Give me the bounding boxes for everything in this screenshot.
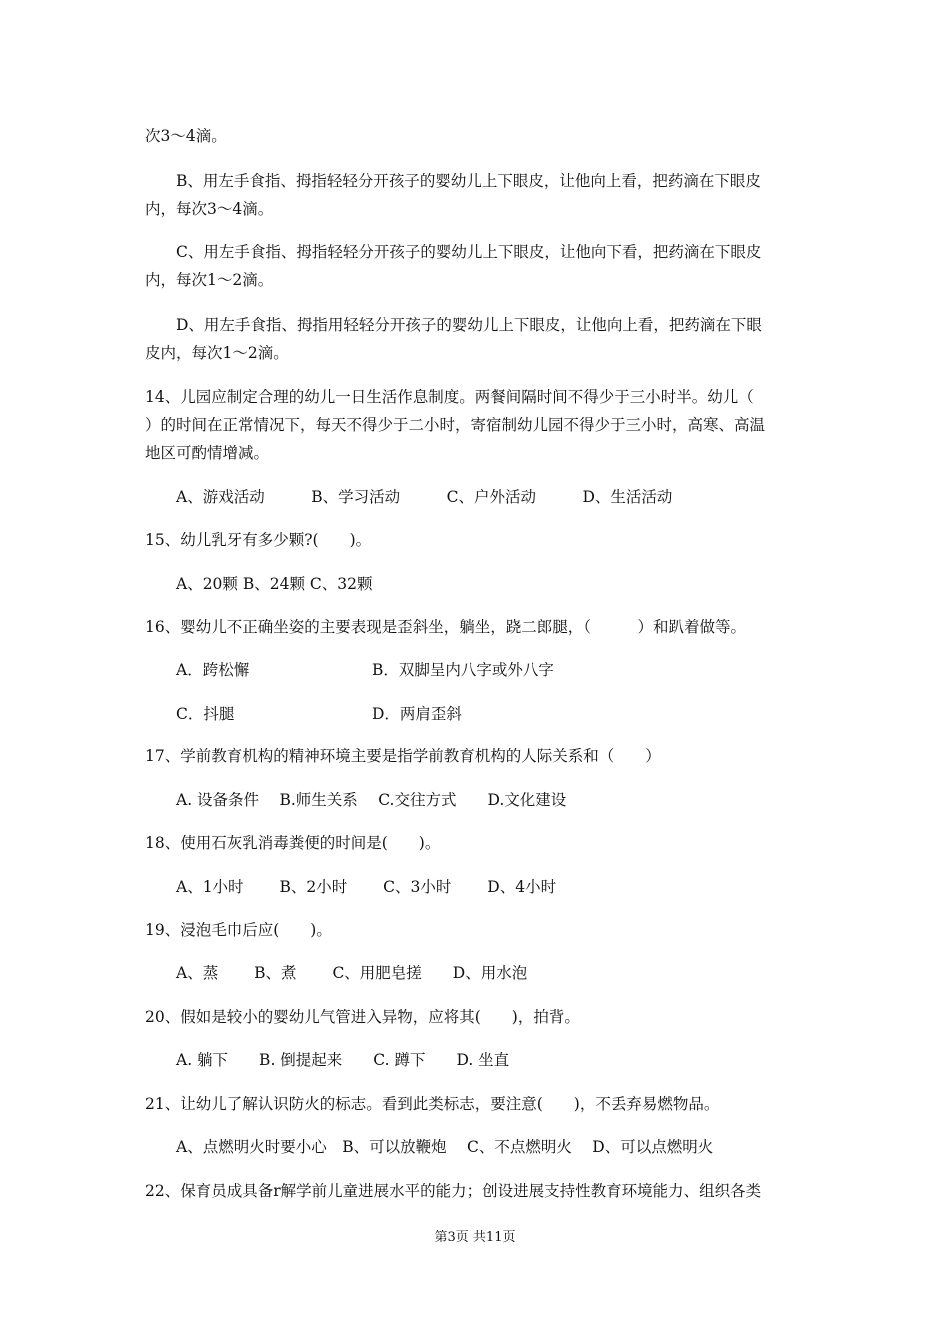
q18-text: 18、使用石灰乳消毒粪便的时间是( )。	[145, 834, 441, 852]
q16-option-c: C．抖腿	[176, 705, 235, 723]
q14-text-3: 地区可酌情增减。	[145, 444, 270, 462]
q13-option-b: B、用左手食指、拇指轻轻分开孩子的婴幼儿上下眼皮，让他向上看，把药滴在下眼皮	[176, 172, 761, 190]
q16-text: 16、婴幼儿不正确坐姿的主要表现是歪斜坐，躺坐，跷二郎腿，（ ）和趴着做等。	[145, 618, 746, 636]
q14-options: A、游戏活动 B、学习活动 C、户外活动 D、生活活动	[176, 488, 673, 506]
q19-text: 19、浸泡毛巾后应( )。	[145, 921, 332, 939]
q22-text: 22、保育员成具备r解学前儿童进展水平的能力；创设进展支持性教育环境能力、组织各类	[145, 1182, 762, 1200]
q16-option-b: B．双脚呈内八字或外八字	[372, 661, 554, 679]
q14-text-1: 14、儿园应制定合理的幼儿一日生活作息制度。两餐间隔时间不得少于三小时半。幼儿（	[145, 388, 754, 406]
q21-text: 21、让幼儿了解认识防火的标志。看到此类标志，要注意( )，不丢弃易燃物品。	[145, 1095, 720, 1113]
q16-option-d: D．两肩歪斜	[372, 705, 462, 723]
q15-options: A、20颗 B、24颗 C、32颗	[176, 575, 373, 593]
q14-text-2: ）的时间在正常情况下，每天不得少于二小时，寄宿制幼儿园不得少于三小时，高寒、高温	[145, 416, 766, 434]
q20-text: 20、假如是较小的婴幼儿气管进入异物，应将其( )，拍背。	[145, 1008, 580, 1026]
q13-option-b-cont: 内，每次3～4滴。	[145, 200, 274, 218]
q16-option-a: A．跨松懈	[176, 661, 250, 679]
q17-options: A. 设备条件 B.师生关系 C.交往方式 D.文化建设	[176, 791, 567, 809]
q13-option-d-cont: 皮内，每次1～2滴。	[145, 344, 289, 362]
page-footer: 第3页 共11页	[434, 1230, 516, 1245]
q13a-tail: 次3～4滴。	[145, 127, 227, 145]
q17-text: 17、学前教育机构的精神环境主要是指学前教育机构的人际关系和（ ）	[145, 747, 661, 765]
q13-option-c-cont: 内，每次1～2滴。	[145, 271, 274, 289]
q13-option-c: C、用左手食指、拇指轻轻分开孩子的婴幼儿上下眼皮，让他向下看，把药滴在下眼皮	[176, 243, 762, 261]
q20-options: A. 躺下 B. 倒提起来 C. 蹲下 D. 坐直	[176, 1051, 510, 1069]
q13-option-d: D、用左手食指、拇指用轻轻分开孩子的婴幼儿上下眼皮，让他向上看，把药滴在下眼	[176, 316, 762, 334]
q15-text: 15、幼儿乳牙有多少颗?( )。	[145, 531, 372, 549]
q21-options: A、点燃明火时要小心 B、可以放鞭炮 C、不点燃明火 D、可以点燃明火	[176, 1138, 714, 1156]
q18-options: A、1小时 B、2小时 C、3小时 D、4小时	[176, 878, 557, 896]
q19-options: A、蒸 B、煮 C、用肥皂搓 D、用水泡	[176, 964, 528, 982]
